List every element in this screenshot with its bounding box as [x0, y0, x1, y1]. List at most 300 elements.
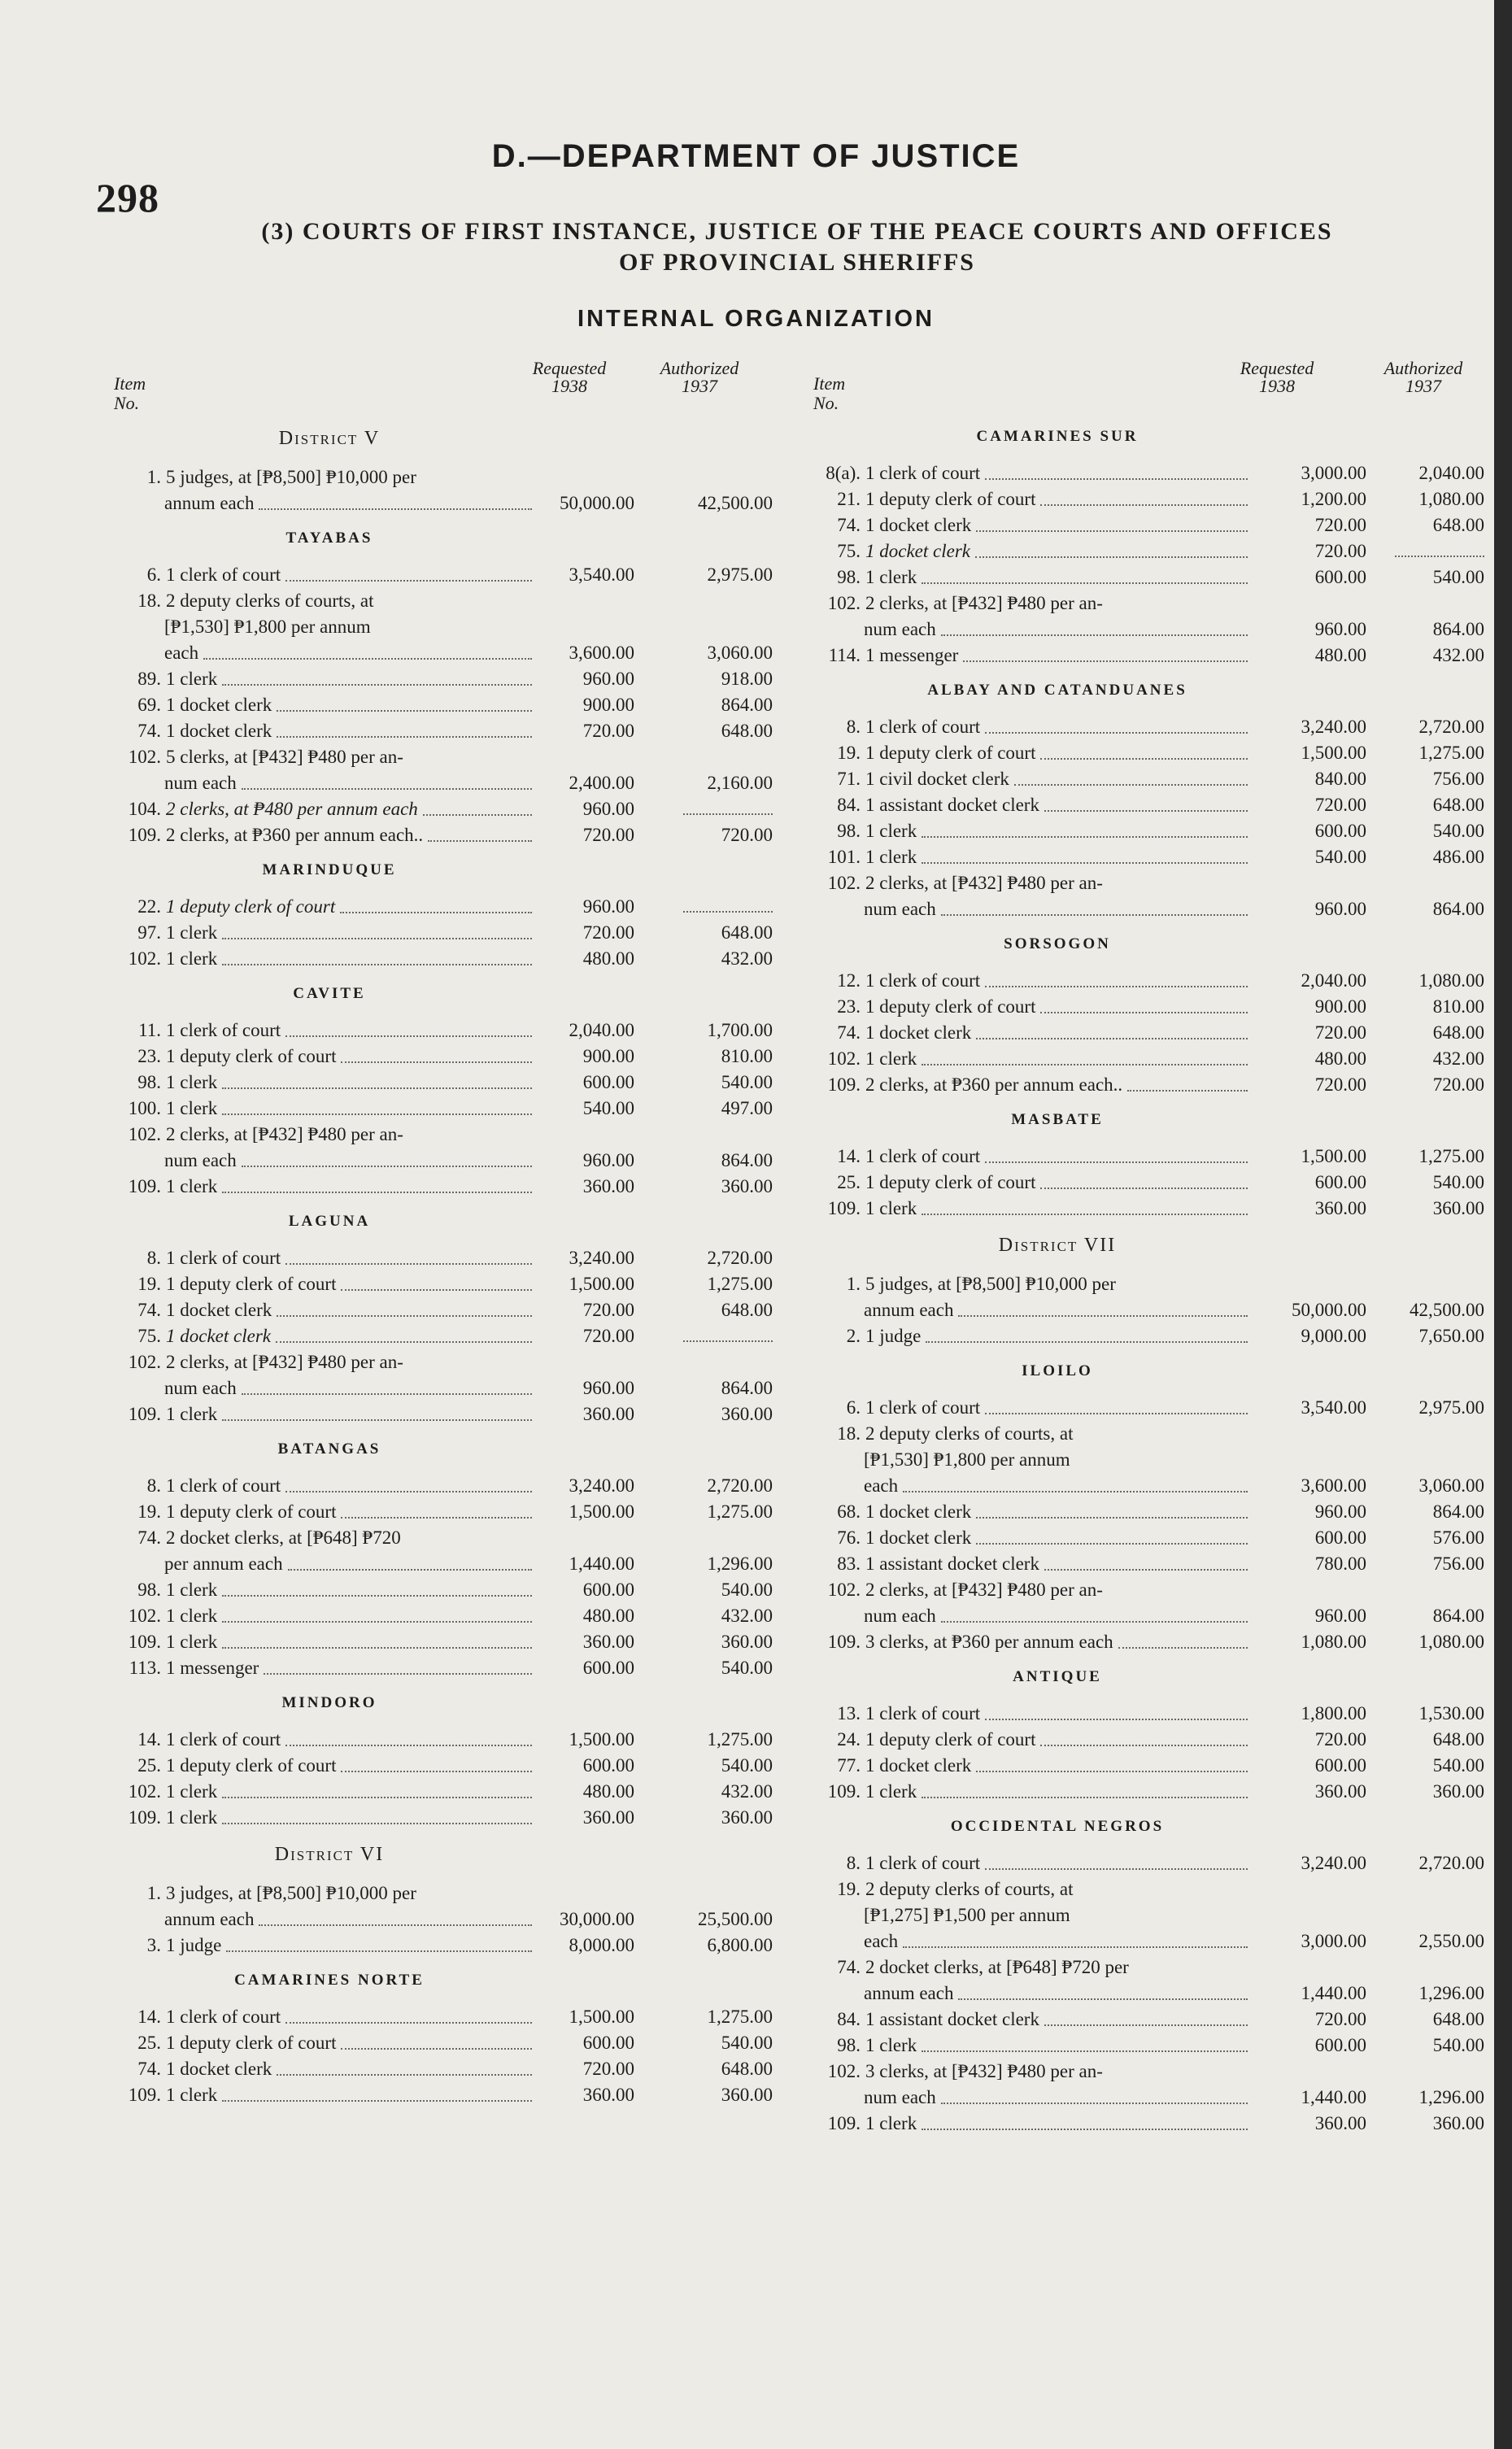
description-continuation — [114, 1906, 537, 1933]
row-description — [813, 1753, 1253, 1779]
table-row — [114, 718, 797, 744]
authorized-amount: 648.00 — [721, 922, 773, 943]
authorized-amount: 360.00 — [1432, 1198, 1484, 1218]
authorized-amount: 3,060.00 — [1418, 1475, 1484, 1496]
row-description — [813, 1577, 1253, 1629]
item-number: 113. — [129, 1658, 161, 1678]
description-continuation — [813, 617, 1253, 643]
item-description: 1 clerk of court — [166, 2007, 281, 2027]
table-row — [813, 1499, 1501, 1525]
dot-leader — [985, 1868, 1248, 1870]
requested-amount: 480.00 — [582, 1606, 634, 1626]
requested-amount: 720.00 — [582, 2059, 634, 2079]
table-row — [813, 714, 1501, 740]
requested-amount: 1,500.00 — [569, 1501, 634, 1522]
row-description — [114, 1245, 537, 1271]
description-continuation — [813, 1447, 1253, 1473]
table-row — [114, 1174, 797, 1200]
row-description — [813, 1020, 1253, 1046]
authorized-amount: 810.00 — [1432, 996, 1484, 1017]
item-number: 102. — [128, 948, 161, 969]
table-row — [813, 590, 1501, 643]
item-description: 2 clerks, at ₱360 per annum each.. — [166, 825, 424, 845]
item-number: 19. — [837, 1879, 861, 1899]
row-description — [813, 968, 1253, 994]
authorized-amount: 1,275.00 — [1418, 743, 1484, 763]
authorized-amount: 864.00 — [721, 1378, 773, 1398]
item-description: 1 clerk — [865, 1781, 917, 1802]
authorized-amount: 648.00 — [1432, 515, 1484, 535]
description-continuation — [813, 1928, 1253, 1954]
authorized-amount: 486.00 — [1432, 847, 1484, 867]
description-continuation — [813, 1603, 1253, 1629]
item-description: 1 clerk of court — [166, 1729, 281, 1750]
item-description-continued: num each — [164, 1378, 237, 1398]
description-line — [813, 1577, 1253, 1603]
description-continuation — [813, 1981, 1253, 2007]
item-description: 1 deputy clerk of court — [865, 743, 1036, 763]
dot-leader — [1040, 1187, 1248, 1189]
item-number: 8. — [146, 1475, 161, 1496]
table-row — [114, 692, 797, 718]
authorized-amount: 648.00 — [721, 1300, 773, 1320]
authorized-amount: 1,080.00 — [1418, 970, 1484, 991]
description-continuation — [813, 896, 1253, 922]
authorized-amount: 2,720.00 — [1418, 717, 1484, 737]
requested-amount: 900.00 — [582, 695, 634, 715]
department-title: D.—DEPARTMENT OF JUSTICE — [491, 138, 1021, 174]
item-description-continued: annum each — [864, 1983, 954, 2003]
requested-amount: 480.00 — [582, 1781, 634, 1802]
row-description — [114, 1174, 537, 1200]
dot-leader — [1044, 1569, 1248, 1571]
row-description — [813, 870, 1253, 922]
subtitle-line-2: OF PROVINCIAL SHERIFFS — [619, 249, 975, 276]
requested-amount: 2,400.00 — [569, 773, 634, 793]
district-heading: District V — [278, 428, 381, 449]
table-row — [813, 740, 1501, 766]
item-number: 75. — [137, 1326, 161, 1346]
table-row — [114, 1805, 797, 1831]
description-line — [114, 1880, 537, 1906]
row-description — [114, 1629, 537, 1655]
table-row — [813, 1196, 1501, 1222]
requested-amount: 720.00 — [582, 825, 634, 845]
row-description — [114, 1880, 537, 1933]
authorized-amount: 864.00 — [1432, 1501, 1484, 1522]
table-row — [114, 1779, 797, 1805]
item-description: 1 deputy clerk of court — [166, 1755, 337, 1776]
table-row — [813, 1170, 1501, 1196]
requested-amount: 600.00 — [582, 2033, 634, 2053]
item-description: 5 judges, at [₱8,500] ₱10,000 per — [166, 467, 416, 487]
item-description: 1 clerk of court — [865, 1853, 981, 1873]
requested-amount: 30,000.00 — [560, 1909, 634, 1929]
row-description — [114, 1499, 537, 1525]
authorized-amount: 25,500.00 — [698, 1909, 773, 1929]
row-description — [114, 588, 537, 666]
dot-leader — [340, 912, 532, 913]
row-description — [114, 562, 537, 588]
authorized-amount: 540.00 — [721, 2033, 773, 2053]
item-description-continued: annum each — [164, 493, 255, 513]
item-number: 109. — [128, 1807, 161, 1828]
table-row — [813, 994, 1501, 1020]
table-row — [813, 486, 1501, 512]
dot-leader — [341, 1061, 532, 1063]
item-number: 109. — [827, 1632, 861, 1652]
dot-leader — [222, 2100, 532, 2102]
table-row — [813, 460, 1501, 486]
dot-leader — [277, 1315, 532, 1317]
table-row — [114, 1499, 797, 1525]
row-description — [114, 1603, 537, 1629]
no-header-label: No. — [114, 393, 140, 413]
item-description-continued: num each — [864, 899, 936, 919]
requested-amount: 960.00 — [582, 1378, 634, 1398]
item-description: 1 deputy clerk of court — [865, 1172, 1036, 1192]
table-row — [813, 538, 1501, 564]
item-description: 1 clerk — [166, 1072, 218, 1092]
item-description: 2 clerks, at ₱480 per annum each — [166, 799, 418, 819]
item-number: 11. — [138, 1020, 161, 1040]
authorized-amount: 648.00 — [1432, 1729, 1484, 1750]
row-description — [114, 1271, 537, 1297]
authorized-amount: 360.00 — [721, 1404, 773, 1424]
row-description — [813, 740, 1253, 766]
dot-leader — [1040, 758, 1248, 760]
authorized-amount: 810.00 — [721, 1046, 773, 1066]
item-description: 2 clerks, at [₱432] ₱480 per an- — [166, 1124, 403, 1144]
item-description: 1 docket clerk — [865, 541, 970, 561]
dot-leader — [926, 1341, 1248, 1343]
description-line — [114, 744, 537, 770]
row-description — [813, 1395, 1253, 1421]
authorized-amount: 360.00 — [721, 1176, 773, 1196]
item-description-continued: each — [164, 643, 199, 663]
row-description — [813, 1551, 1253, 1577]
requested-amount: 480.00 — [1314, 1048, 1366, 1069]
row-description — [114, 1297, 537, 1323]
row-description — [813, 1727, 1253, 1753]
requested-amount: 1,200.00 — [1301, 489, 1366, 509]
requested-amount: 960.00 — [582, 669, 634, 689]
row-description — [114, 1473, 537, 1499]
table-row — [114, 1070, 797, 1096]
item-description: 3 clerks, at [₱432] ₱480 per an- — [865, 2061, 1103, 2081]
dot-leader — [1127, 1090, 1248, 1092]
row-description — [114, 1525, 537, 1577]
requested-amount: 600.00 — [1314, 1527, 1366, 1548]
item-number: 68. — [837, 1501, 861, 1522]
authorized-amount: 497.00 — [721, 1098, 773, 1118]
table-row — [114, 1603, 797, 1629]
description-continuation — [114, 490, 537, 516]
table-row — [114, 2004, 797, 2030]
row-description — [813, 1196, 1253, 1222]
item-no-header — [813, 374, 845, 413]
province-heading: CAVITE — [293, 985, 366, 1002]
dot-leader — [976, 1543, 1248, 1545]
requested-amount: 1,080.00 — [1301, 1632, 1366, 1652]
item-number: 14. — [837, 1146, 861, 1166]
requested-amount: 960.00 — [582, 799, 634, 819]
authorized-amount: 1,296.00 — [1418, 1983, 1484, 2003]
requested-amount: 600.00 — [582, 1580, 634, 1600]
item-description: 1 deputy clerk of court — [865, 489, 1036, 509]
item-description: 1 clerk of court — [865, 1703, 981, 1723]
requested-year: 1938 — [551, 376, 587, 396]
dot-leader — [941, 2103, 1248, 2104]
authorized-amount: 6,800.00 — [707, 1935, 773, 1955]
requested-amount: 1,800.00 — [1301, 1703, 1366, 1723]
row-description — [114, 1805, 537, 1831]
item-description: 5 clerks, at [₱432] ₱480 per an- — [166, 747, 403, 767]
item-number: 98. — [837, 567, 861, 587]
requested-amount: 1,440.00 — [1301, 2087, 1366, 2107]
item-description: 1 civil docket clerk — [865, 769, 1009, 789]
item-description-continued: num each — [164, 1150, 237, 1170]
table-row — [813, 1072, 1501, 1098]
left-column-body — [114, 428, 797, 2108]
item-description: 1 clerk — [166, 1781, 218, 1802]
authorized-amount: 42,500.00 — [698, 493, 773, 513]
province-heading: LAGUNA — [288, 1213, 371, 1230]
item-description-continued: each — [864, 1475, 899, 1496]
dot-leader — [985, 478, 1248, 480]
blank-dotted-line — [1395, 541, 1484, 557]
dot-leader — [285, 580, 532, 582]
table-row — [114, 1880, 797, 1933]
requested-amount: 960.00 — [582, 896, 634, 917]
item-number: 14. — [137, 2007, 161, 2027]
item-description: 1 clerk — [865, 2113, 917, 2133]
item-description: 1 clerk — [865, 847, 917, 867]
row-description — [813, 1525, 1253, 1551]
province-heading: CAMARINES SUR — [976, 428, 1139, 445]
requested-header — [512, 360, 626, 395]
item-description: 1 docket clerk — [865, 515, 972, 535]
province-heading: TAYABAS — [285, 529, 373, 547]
row-description — [813, 1046, 1253, 1072]
item-description: 1 messenger — [865, 645, 959, 665]
description-continuation — [813, 1473, 1253, 1499]
item-number: 97. — [137, 922, 161, 943]
row-description — [813, 1701, 1253, 1727]
row-description — [813, 1499, 1253, 1525]
authorized-amount: 540.00 — [1432, 1172, 1484, 1192]
item-description: 1 deputy clerk of court — [865, 1729, 1036, 1750]
dot-leader — [222, 1087, 532, 1089]
table-row — [813, 1271, 1501, 1323]
item-number: 3. — [146, 1935, 161, 1955]
item-number: 84. — [837, 2009, 861, 2029]
item-description: 1 clerk — [166, 1176, 218, 1196]
item-description: 2 clerks, at [₱432] ₱480 per an- — [865, 593, 1103, 613]
table-row — [114, 1401, 797, 1427]
table-row — [114, 946, 797, 972]
province-heading: ANTIQUE — [1013, 1668, 1102, 1685]
authorized-amount: 1,530.00 — [1418, 1703, 1484, 1723]
authorized-amount — [634, 796, 773, 822]
item-number: 76. — [837, 1527, 861, 1548]
dot-leader — [922, 1064, 1248, 1065]
item-description: 1 clerk — [865, 567, 917, 587]
requested-amount: 720.00 — [1314, 541, 1366, 561]
requested-amount: 360.00 — [1314, 1198, 1366, 1218]
document-subtitle — [106, 216, 1488, 278]
table-row — [114, 588, 797, 666]
description-continuation — [114, 640, 537, 666]
table-row — [813, 1850, 1501, 1876]
row-description — [813, 1876, 1253, 1954]
table-row — [813, 1727, 1501, 1753]
row-description — [813, 486, 1253, 512]
authorized-amount: 648.00 — [1432, 2009, 1484, 2029]
row-description — [114, 718, 537, 744]
requested-amount: 1,500.00 — [569, 1274, 634, 1294]
item-description: 2 clerks, at [₱432] ₱480 per an- — [865, 1580, 1103, 1600]
authorized-amount: 540.00 — [1432, 821, 1484, 841]
item-description: 1 clerk — [865, 1198, 917, 1218]
dot-leader — [222, 938, 532, 939]
authorized-amount: 540.00 — [721, 1072, 773, 1092]
item-number: 8(a). — [826, 463, 861, 483]
requested-amount: 3,000.00 — [1301, 463, 1366, 483]
row-description — [114, 1401, 537, 1427]
row-description — [813, 564, 1253, 590]
item-description: 1 clerk — [166, 669, 218, 689]
column-header — [114, 350, 797, 415]
authorized-amount: 1,080.00 — [1418, 1632, 1484, 1652]
item-no-header — [114, 374, 146, 413]
item-description: 1 clerk of court — [166, 1020, 281, 1040]
authorized-amount: 540.00 — [1432, 1755, 1484, 1776]
requested-amount: 600.00 — [1314, 567, 1366, 587]
dot-leader — [922, 1214, 1248, 1215]
dot-leader — [259, 1924, 532, 1926]
item-description: 1 docket clerk — [166, 695, 272, 715]
description-line — [114, 1349, 537, 1375]
table-row — [813, 1525, 1501, 1551]
table-row — [813, 792, 1501, 818]
authorized-amount: 756.00 — [1432, 769, 1484, 789]
item-description: 1 assistant docket clerk — [865, 2009, 1039, 2029]
item-number: 98. — [137, 1072, 161, 1092]
item-number: 74. — [137, 1300, 161, 1320]
table-row — [813, 766, 1501, 792]
item-number: 100. — [128, 1098, 161, 1118]
item-number: 8. — [846, 717, 861, 737]
item-description: 1 clerk — [865, 821, 917, 841]
requested-amount: 720.00 — [1314, 515, 1366, 535]
authorized-amount: 2,975.00 — [707, 564, 773, 585]
dot-leader — [941, 634, 1248, 636]
row-description — [813, 1323, 1253, 1349]
requested-amount: 780.00 — [1314, 1554, 1366, 1574]
requested-amount: 600.00 — [582, 1072, 634, 1092]
dot-leader — [285, 1263, 532, 1265]
dot-leader — [922, 862, 1248, 864]
item-number: 8. — [846, 1853, 861, 1873]
table-row — [813, 1020, 1501, 1046]
item-description: 1 messenger — [166, 1658, 259, 1678]
dot-leader — [1118, 1647, 1248, 1649]
requested-amount: 720.00 — [582, 922, 634, 943]
authorized-amount: 360.00 — [721, 1807, 773, 1828]
authorized-amount: 648.00 — [721, 2059, 773, 2079]
item-number: 74. — [137, 721, 161, 741]
table-row — [813, 2059, 1501, 2111]
table-row — [813, 870, 1501, 922]
item-description: 1 judge — [166, 1935, 222, 1955]
table-row — [114, 1271, 797, 1297]
table-row — [114, 822, 797, 848]
item-number: 21. — [837, 489, 861, 509]
dot-leader — [1044, 810, 1248, 812]
row-description — [813, 818, 1253, 844]
item-description: 1 docket clerk — [865, 1022, 972, 1043]
item-number: 102. — [827, 873, 861, 893]
row-description — [114, 2082, 537, 2108]
item-number: 102. — [827, 1580, 861, 1600]
dot-leader — [222, 1647, 532, 1649]
requested-amount: 600.00 — [1314, 821, 1366, 841]
requested-amount: 720.00 — [1314, 795, 1366, 815]
dot-leader — [276, 1341, 532, 1343]
requested-amount: 3,000.00 — [1301, 1931, 1366, 1951]
item-number: 102. — [128, 1124, 161, 1144]
dot-leader — [958, 1998, 1248, 2000]
requested-amount: 960.00 — [1314, 1501, 1366, 1522]
authorized-amount: 540.00 — [1432, 2035, 1484, 2055]
description-line — [813, 1954, 1253, 1981]
table-row — [813, 1551, 1501, 1577]
dot-leader — [963, 660, 1248, 662]
requested-amount: 1,500.00 — [1301, 1146, 1366, 1166]
requested-amount: 840.00 — [1314, 769, 1366, 789]
item-description: 1 clerk — [166, 1404, 218, 1424]
item-description-continued: per annum each — [164, 1554, 283, 1574]
item-number: 74. — [837, 1957, 861, 1977]
row-description — [114, 894, 537, 920]
table-row — [813, 844, 1501, 870]
item-description: 1 clerk — [166, 1580, 218, 1600]
item-number: 83. — [837, 1554, 861, 1574]
dot-leader — [985, 1161, 1248, 1163]
row-description — [114, 744, 537, 796]
requested-amount: 900.00 — [1314, 996, 1366, 1017]
item-number: 25. — [137, 2033, 161, 2053]
dot-leader — [985, 1413, 1248, 1414]
authorized-amount: 756.00 — [1432, 1554, 1484, 1574]
dot-leader — [985, 732, 1248, 734]
table-row — [114, 1727, 797, 1753]
item-description: 2 deputy clerks of courts, at — [166, 590, 374, 611]
item-number: 69. — [137, 695, 161, 715]
authorized-year: 1937 — [682, 376, 717, 396]
authorized-header — [643, 360, 756, 395]
item-description: 1 docket clerk — [865, 1527, 972, 1548]
item-number: 77. — [837, 1755, 861, 1776]
table-row — [114, 1577, 797, 1603]
item-number: 74. — [137, 2059, 161, 2079]
authorized-label: Authorized — [660, 358, 739, 378]
province-heading: MINDORO — [281, 1694, 377, 1711]
table-row — [813, 564, 1501, 590]
row-description — [813, 766, 1253, 792]
dot-leader — [976, 1771, 1248, 1772]
